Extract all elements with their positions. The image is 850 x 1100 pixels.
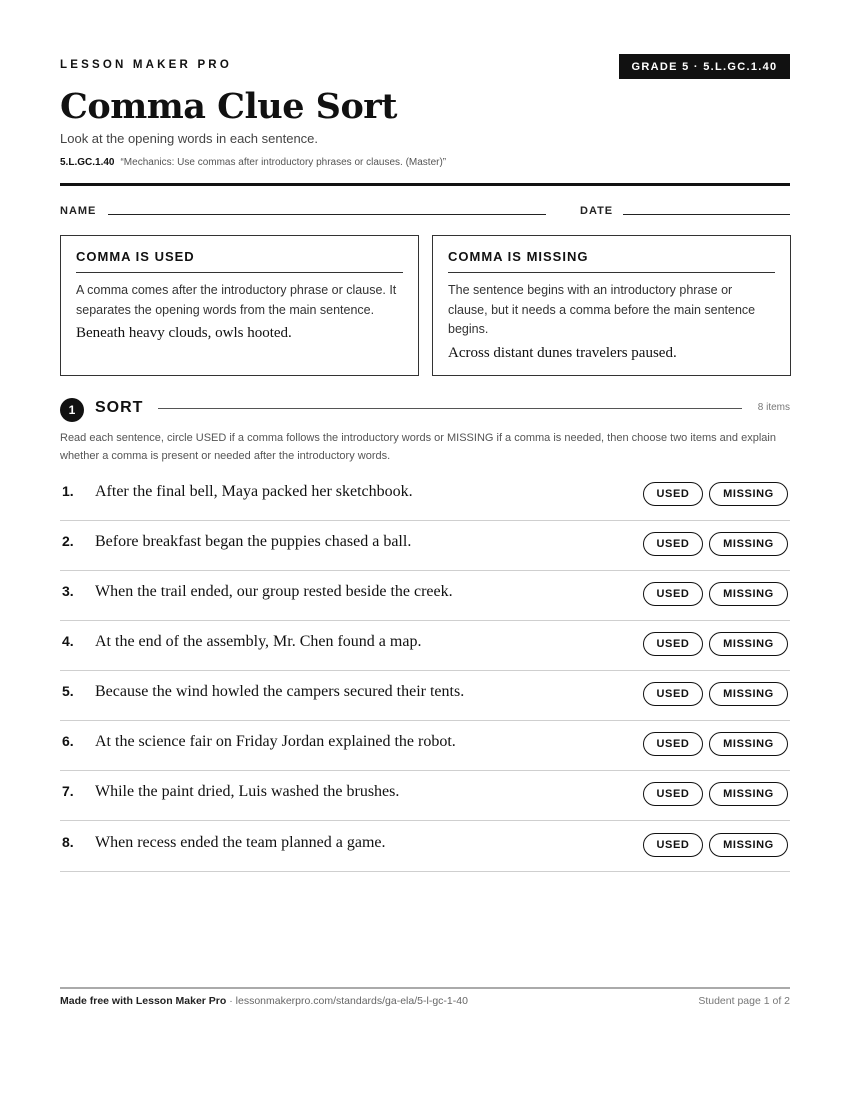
sort-item-row bbox=[60, 771, 790, 821]
item-number: 4. bbox=[62, 633, 74, 649]
item-number: 8. bbox=[62, 834, 74, 850]
comma-used-box bbox=[60, 235, 419, 376]
footer-page-number: Student page 1 of 2 bbox=[698, 995, 790, 1007]
footer-divider bbox=[60, 987, 790, 989]
used-choice-button[interactable]: USED bbox=[643, 732, 703, 756]
sort-item-row bbox=[60, 671, 790, 721]
standard-code: 5.L.GC.1.40 bbox=[60, 157, 115, 168]
missing-choice-button[interactable]: MISSING bbox=[709, 582, 788, 606]
name-label: NAME bbox=[60, 205, 97, 217]
item-sentence: While the paint dried, Luis washed the brushes. bbox=[95, 783, 400, 800]
sort-item-row bbox=[60, 471, 790, 521]
item-sentence: When recess ended the team planned a game. bbox=[95, 834, 386, 851]
date-field[interactable] bbox=[623, 214, 790, 215]
used-choice-button[interactable]: USED bbox=[643, 833, 703, 857]
item-number: 3. bbox=[62, 583, 74, 599]
section-number-badge: 1 bbox=[60, 398, 84, 422]
used-choice-button[interactable]: USED bbox=[643, 482, 703, 506]
standard-description: “Mechanics: Use commas after introductory phrases or clauses. (Master)” bbox=[120, 157, 447, 168]
section-instructions: Read each sentence, circle USED if a comma follows the introductory words or MISSING if a comma is needed, then choose two items and explain whether a comma is present or needed after the introductory words. bbox=[60, 432, 776, 462]
sort-item-row bbox=[60, 822, 790, 872]
standard-line bbox=[60, 157, 446, 168]
item-number: 5. bbox=[62, 683, 74, 699]
comma-missing-box bbox=[432, 235, 791, 376]
section-title: SORT bbox=[95, 399, 144, 416]
used-choice-button[interactable]: USED bbox=[643, 682, 703, 706]
missing-choice-button[interactable]: MISSING bbox=[709, 782, 788, 806]
page-subtitle: Look at the opening words in each sentence. bbox=[60, 131, 319, 146]
missing-choice-button[interactable]: MISSING bbox=[709, 732, 788, 756]
item-sentence: When the trail ended, our group rested beside the creek. bbox=[95, 583, 453, 600]
box-example: Across distant dunes travelers paused. bbox=[448, 344, 677, 361]
box-title: COMMA IS USED bbox=[76, 236, 403, 273]
missing-choice-button[interactable]: MISSING bbox=[709, 682, 788, 706]
item-sentence: At the end of the assembly, Mr. Chen found a map. bbox=[95, 633, 422, 650]
used-choice-button[interactable]: USED bbox=[643, 582, 703, 606]
box-title: COMMA IS MISSING bbox=[448, 236, 775, 273]
box-description: A comma comes after the introductory phrase or clause. It separates the opening words from the main sentence. bbox=[76, 283, 397, 317]
page-title: Comma Clue Sort bbox=[60, 86, 397, 127]
sort-item-row bbox=[60, 521, 790, 571]
missing-choice-button[interactable]: MISSING bbox=[709, 482, 788, 506]
item-sentence: Because the wind howled the campers secured their tents. bbox=[95, 683, 465, 700]
sort-item-row bbox=[60, 621, 790, 671]
sort-item-row bbox=[60, 721, 790, 771]
box-description: The sentence begins with an introductory phrase or clause, but it needs a comma before the main sentence begins. bbox=[448, 283, 756, 336]
footer-credit bbox=[60, 995, 468, 1007]
item-number: 7. bbox=[62, 783, 74, 799]
missing-choice-button[interactable]: MISSING bbox=[709, 632, 788, 656]
used-choice-button[interactable]: USED bbox=[643, 632, 703, 656]
item-number: 2. bbox=[62, 533, 74, 549]
date-label: DATE bbox=[580, 205, 614, 217]
brand-name: LESSON MAKER PRO bbox=[60, 59, 232, 71]
used-choice-button[interactable]: USED bbox=[643, 532, 703, 556]
footer-made-with: Made free with Lesson Maker Pro bbox=[60, 995, 227, 1007]
section-divider bbox=[158, 408, 742, 409]
missing-choice-button[interactable]: MISSING bbox=[709, 532, 788, 556]
item-sentence: After the final bell, Maya packed her sketchbook. bbox=[95, 483, 413, 500]
name-field[interactable] bbox=[108, 214, 546, 215]
missing-choice-button[interactable]: MISSING bbox=[709, 833, 788, 857]
item-number: 6. bbox=[62, 733, 74, 749]
header-divider bbox=[60, 183, 790, 186]
item-sentence: At the science fair on Friday Jordan explained the robot. bbox=[95, 733, 456, 750]
sort-item-row bbox=[60, 571, 790, 621]
box-example: Beneath heavy clouds, owls hooted. bbox=[76, 325, 292, 341]
item-count: 8 items bbox=[757, 402, 790, 413]
grade-badge: GRADE 5 · 5.L.GC.1.40 bbox=[619, 54, 790, 79]
item-number: 1. bbox=[62, 483, 74, 499]
footer-url[interactable]: · lessonmakerpro.com/standards/ga-ela/5-l-gc-1-40 bbox=[226, 995, 468, 1007]
used-choice-button[interactable]: USED bbox=[643, 782, 703, 806]
item-sentence: Before breakfast began the puppies chased a ball. bbox=[95, 533, 412, 550]
